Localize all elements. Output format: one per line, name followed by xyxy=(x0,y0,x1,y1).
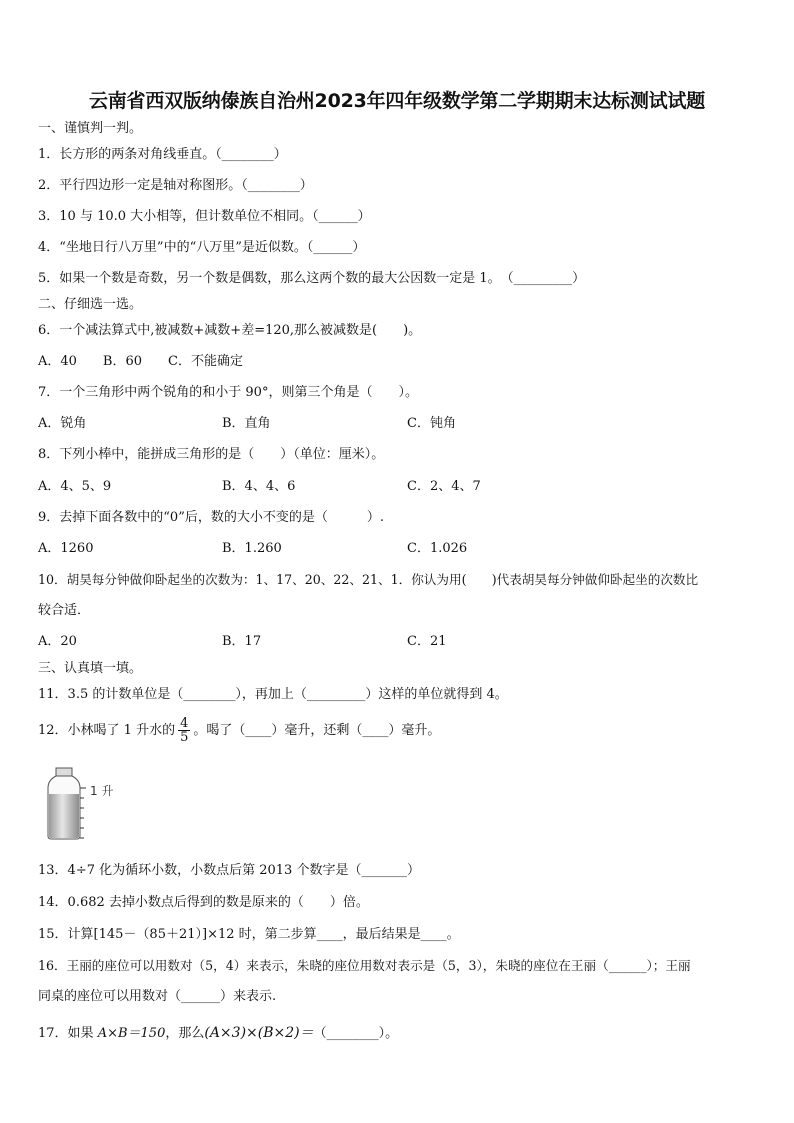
question-4: 4．“坐地日行八万里”中的“八万里”是近似数。（______） xyxy=(38,240,366,255)
question-16-line-2: 同桌的座位可以用数对（______）来表示. xyxy=(38,989,277,1004)
question-17-prefix: 17．如果 xyxy=(38,1026,94,1041)
question-17-condition: A×B＝150 xyxy=(97,1026,166,1041)
question-11: 11．3.5 的计数单位是（________），再加上（_________）这样的单位就得到 4。 xyxy=(38,687,508,702)
question-8-option-a: A．4、5、9 xyxy=(38,479,112,494)
fraction-four-fifths xyxy=(178,717,190,744)
bottle-label: 1 升 xyxy=(90,784,114,798)
question-3: 3．10 与 10.0 大小相等，但计数单位不相同。（______） xyxy=(38,209,371,224)
question-7-option-c: C．钝角 xyxy=(407,416,456,431)
question-10-option-a: A．20 xyxy=(38,634,77,649)
question-9-option-c: C．1.026 xyxy=(407,541,468,556)
section-heading-fill: 三、认真填一填。 xyxy=(38,661,143,676)
question-17 xyxy=(38,1024,398,1043)
question-16-line-1: 16．王丽的座位可以用数对（5，4）来表示，朱晓的座位用数对表示是（5，3），朱晓的座位在王丽（______）；王丽 xyxy=(38,958,691,973)
section-heading-judge: 一、谨慎判一判。 xyxy=(38,121,143,136)
water-bottle-figure xyxy=(44,764,124,844)
question-5: 5．如果一个数是奇数，另一个数是偶数，那么这两个数的最大公因数一定是 1。 （_________） xyxy=(38,271,586,286)
question-14: 14．0.682 去掉小数点后得到的数是原来的（ ）倍。 xyxy=(38,895,369,910)
question-15: 15．计算[145－（85＋21）]×12 时，第二步算____，最后结果是____。 xyxy=(38,927,460,942)
question-8-option-c: C．2、4、7 xyxy=(407,479,481,494)
question-1: 1．长方形的两条对角线垂直。（________） xyxy=(38,147,287,162)
question-13: 13．4÷7 化为循环小数，小数点后第 2013 个数字是（_______） xyxy=(38,863,420,878)
question-10-line-1: 10．胡昊每分钟做仰卧起坐的次数为：1、17、20、22、21、1．你认为用( )代表胡昊每分钟做仰卧起坐的次数比 xyxy=(38,572,699,587)
section-heading-choose: 二、仔细选一选。 xyxy=(38,297,143,312)
question-9: 9．去掉下面各数中的“0”后，数的大小不变的是（ ）. xyxy=(38,510,384,525)
question-12-prefix: 12．小林喝了 1 升水的 xyxy=(38,723,176,738)
question-10-line-2: 较合适． xyxy=(38,603,91,618)
bottle-water xyxy=(49,794,79,838)
page-title: 云南省西双版纳傣族自治州2023年四年级数学第二学期期末达标测试试题 xyxy=(88,90,706,112)
question-7-option-b: B．直角 xyxy=(222,416,271,431)
question-12 xyxy=(38,716,440,746)
question-17-expression: (A×3)×(B×2)＝ xyxy=(204,1025,314,1041)
question-10-option-c: C．21 xyxy=(407,634,447,649)
bottle-cap xyxy=(56,768,72,776)
question-12-suffix: 。喝了（____）毫升，还剩（____）毫升。 xyxy=(193,723,441,738)
question-8-option-b: B．4、4、6 xyxy=(222,479,296,494)
question-17-middle: ，那么 xyxy=(165,1026,205,1041)
question-6-options: A．40 B．60 C．不能确定 xyxy=(38,354,243,369)
question-8: 8．下列小棒中，能拼成三角形的是（ ）（单位：厘米）。 xyxy=(38,447,385,462)
question-6: 6．一个减法算式中,被减数+减数+差=120,那么被减数是( )。 xyxy=(38,323,422,338)
question-17-answer-blank: （________）。 xyxy=(313,1026,399,1041)
question-7-option-a: A．锐角 xyxy=(38,416,87,431)
question-9-option-a: A．1260 xyxy=(38,541,94,556)
question-10-option-b: B．17 xyxy=(222,634,262,649)
fraction-denominator: 5 xyxy=(180,730,189,745)
fraction-numerator: 4 xyxy=(180,716,189,731)
bottle-scale-marks xyxy=(80,788,86,838)
question-2: 2．平行四边形一定是轴对称图形。（________） xyxy=(38,178,313,193)
question-7: 7．一个三角形中两个锐角的和小于 90°，则第三个角是（ ）。 xyxy=(38,385,418,400)
question-9-option-b: B．1.260 xyxy=(222,541,282,556)
